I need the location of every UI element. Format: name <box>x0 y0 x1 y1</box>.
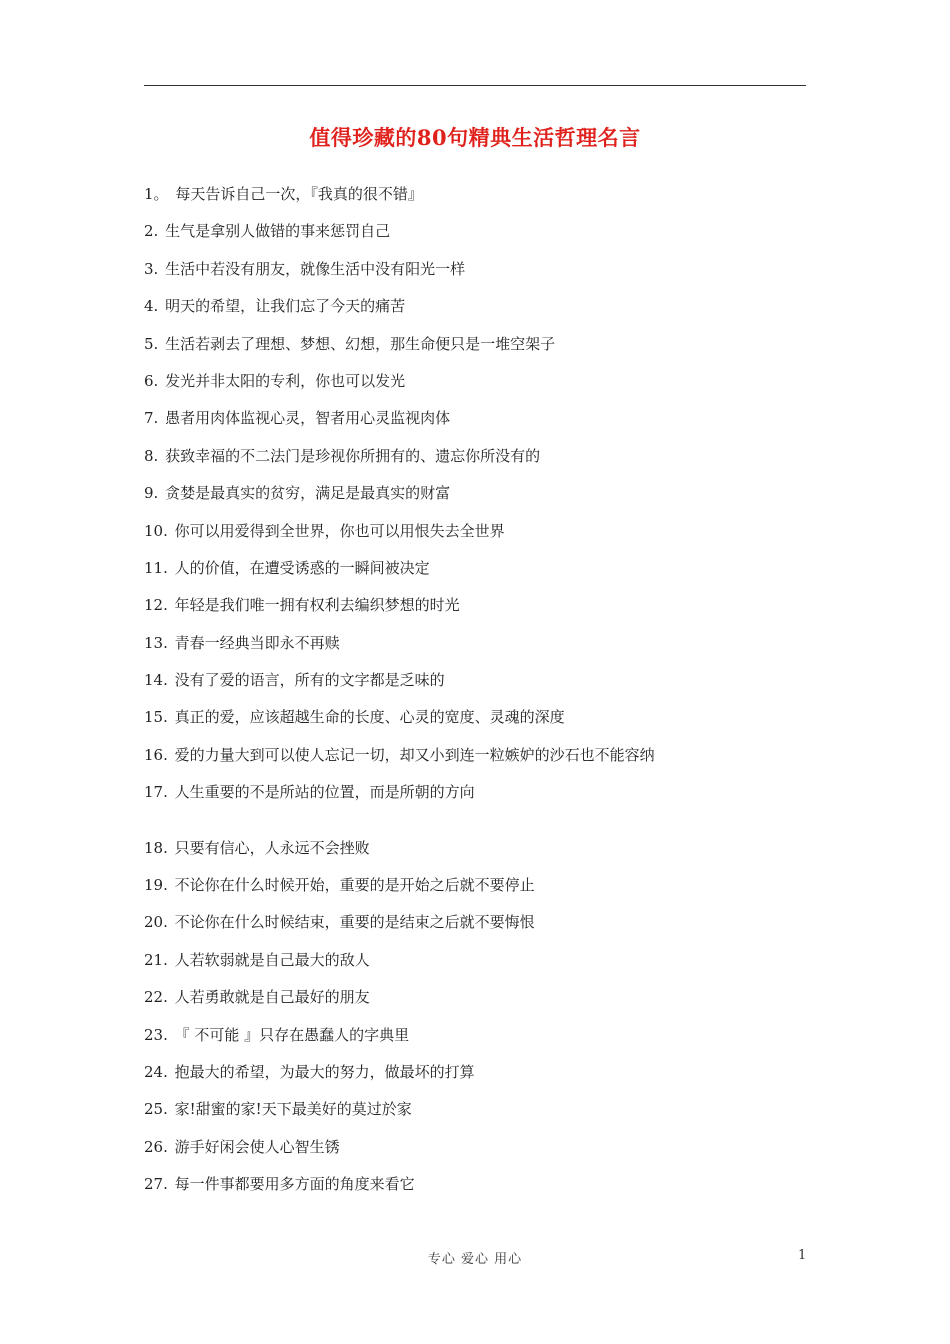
quote-number: 1。 <box>144 185 169 203</box>
quote-number: 12. <box>144 596 168 615</box>
quote-number: 15. <box>144 708 168 727</box>
list-item <box>144 835 824 872</box>
quote-text: 人若勇敢就是自己最好的朋友 <box>174 988 370 1007</box>
quote-number: 27. <box>144 1175 168 1194</box>
quote-text: 你可以用爱得到全世界，你也可以用恨失去全世界 <box>174 521 505 540</box>
list-item <box>144 779 824 816</box>
quote-number: 16. <box>144 745 168 764</box>
quote-text: 爱的力量大到可以使人忘记一切，却又小到连一粒嫉妒的沙石也不能容纳 <box>174 745 655 764</box>
quote-text: 不论你在什么时候结束，重要的是结束之后就不要悔恨 <box>174 913 535 932</box>
list-item <box>144 368 824 405</box>
quote-text: 每一件事都要用多方面的角度来看它 <box>174 1175 415 1194</box>
quote-number: 4. <box>144 297 159 316</box>
quote-number: 18. <box>144 838 168 857</box>
quote-number: 3. <box>144 259 159 278</box>
quote-text: 明天的希望，让我们忘了今天的痛苦 <box>165 297 406 316</box>
quote-text: 抱最大的希望，为最大的努力，做最坏的打算 <box>174 1062 475 1081</box>
quote-number: 13. <box>144 633 168 652</box>
quote-text: 只要有信心，人永远不会挫败 <box>174 838 370 857</box>
list-item <box>144 331 824 368</box>
list-item <box>144 293 824 330</box>
list-item <box>144 480 824 517</box>
quote-text: 每天告诉自己一次，『我真的很不错』 <box>175 185 423 203</box>
header-rule <box>144 85 806 86</box>
list-item <box>144 1171 824 1208</box>
quote-number: 17. <box>144 783 168 802</box>
quote-number: 8. <box>144 446 159 465</box>
quote-number: 20. <box>144 913 168 932</box>
quote-number: 11. <box>144 558 168 577</box>
quote-number: 7. <box>144 409 159 428</box>
list-item <box>144 630 824 667</box>
quote-number: 24. <box>144 1062 168 1081</box>
quote-number: 10. <box>144 521 168 540</box>
quote-text: 游手好闲会使人心智生锈 <box>174 1137 340 1156</box>
quote-text: 愚者用肉体监视心灵，智者用心灵监视肉体 <box>165 409 451 428</box>
quote-text: 真正的爱，应该超越生命的长度、心灵的宽度、灵魂的深度 <box>174 708 565 727</box>
quote-text: 获致幸福的不二法门是珍视你所拥有的、遗忘你所没有的 <box>165 446 541 465</box>
list-item <box>144 667 824 704</box>
quote-number: 21. <box>144 950 168 969</box>
list-item <box>144 704 824 741</box>
quote-text: 生活中若没有朋友，就像生活中没有阳光一样 <box>165 259 466 278</box>
quote-number: 19. <box>144 876 168 895</box>
list-item <box>144 1134 824 1171</box>
quote-number: 26. <box>144 1137 168 1156</box>
list-item <box>144 518 824 555</box>
quote-number: 14. <box>144 671 168 690</box>
list-item <box>144 947 824 984</box>
list-item <box>144 742 824 779</box>
quote-number: 25. <box>144 1100 168 1119</box>
list-item <box>144 443 824 480</box>
list-item <box>144 555 824 592</box>
quote-number: 9. <box>144 484 159 503</box>
quote-number: 2. <box>144 222 159 241</box>
quote-text: 不论你在什么时候开始，重要的是开始之后就不要停止 <box>174 876 535 895</box>
list-item <box>144 218 824 255</box>
quote-text: 没有了爱的语言，所有的文字都是乏味的 <box>174 671 445 690</box>
page-number: 1 <box>798 1248 807 1263</box>
footer-motto: 专心 爱心 用心 <box>427 1252 523 1267</box>
quote-text: 生气是拿别人做错的事来惩罚自己 <box>165 222 391 241</box>
quote-number: 22. <box>144 988 168 1007</box>
quote-text: 人的价值，在遭受诱惑的一瞬间被决定 <box>174 558 430 577</box>
list-item <box>144 1022 824 1059</box>
quote-text: 发光并非太阳的专利，你也可以发光 <box>165 371 406 390</box>
document-title: 值得珍藏的80句精典生活哲理名言 <box>309 125 641 150</box>
list-item <box>144 592 824 629</box>
quote-number: 6. <box>144 371 159 390</box>
quote-text: 人若软弱就是自己最大的敌人 <box>174 950 370 969</box>
list-item <box>144 1096 824 1133</box>
quote-text: 年轻是我们唯一拥有权利去编织梦想的时光 <box>174 596 460 615</box>
list-item <box>144 1059 824 1096</box>
quote-number: 5. <box>144 334 159 353</box>
list-item <box>144 405 824 442</box>
quote-text: 家!甜蜜的家!天下最美好的莫过於家 <box>174 1100 412 1119</box>
list-item <box>144 181 824 218</box>
quote-text: 生活若剥去了理想、梦想、幻想，那生命便只是一堆空架子 <box>165 334 556 353</box>
list-item <box>144 909 824 946</box>
quote-text: 人生重要的不是所站的位置，而是所朝的方向 <box>174 783 475 802</box>
list-item <box>144 256 824 293</box>
list-item <box>144 872 824 909</box>
quote-text: 青春一经典当即永不再赎 <box>174 633 340 652</box>
quote-text: 贪婪是最真实的贫穷，满足是最真实的财富 <box>165 484 451 503</box>
quote-list <box>144 181 824 1209</box>
quote-text: 『 不可能 』只存在愚蠢人的字典里 <box>174 1025 410 1044</box>
quote-number: 23. <box>144 1025 168 1044</box>
list-item <box>144 984 824 1021</box>
